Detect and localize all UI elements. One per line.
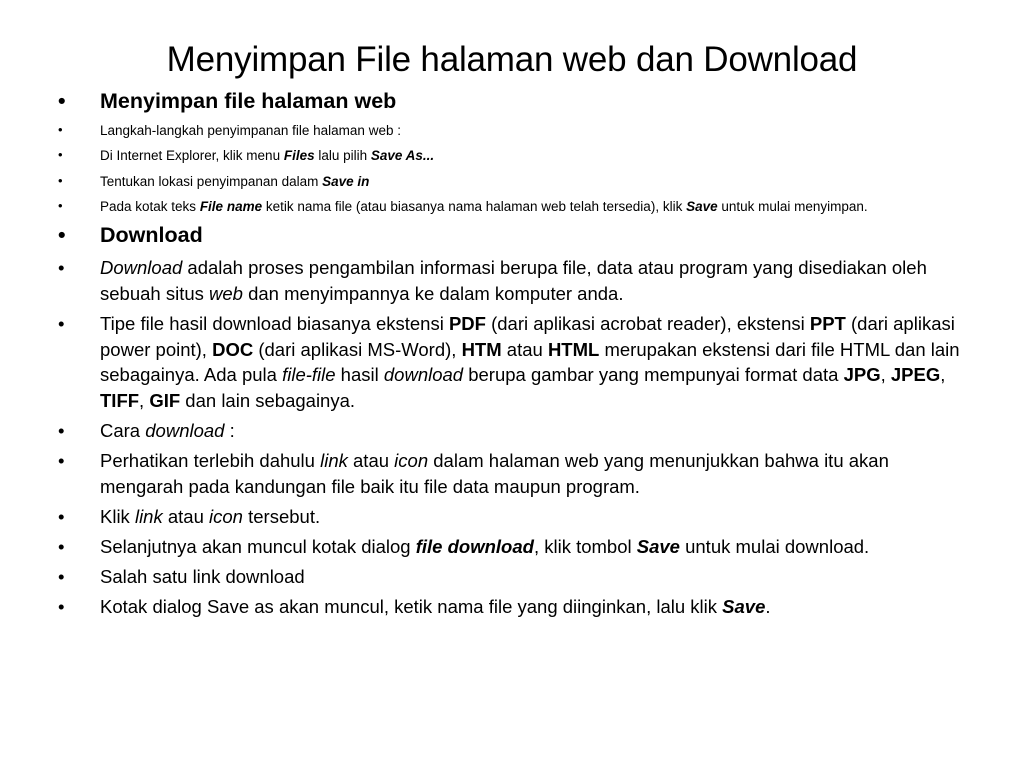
list-item: • Kotak dialog Save as akan muncul, ketik nama file yang diinginkan, lalu klik Save. — [58, 594, 968, 620]
list-item: • Klik link atau icon tersebut. — [58, 504, 968, 530]
list-item: • Tipe file hasil download biasanya ekstensi PDF (dari aplikasi acrobat reader), ekstensi PPT (dari aplikasi power point), DOC (dari aplikasi MS-Word), HTM atau HTML merupakan ekstensi dari file HTML dan lain sebagainya. Ada pula file-file hasil download berupa gambar yang mempunyai format data JPG, JPEG, TIFF, GIF dan lain sebagainya. — [58, 311, 968, 415]
slide-title: Menyimpan File halaman web dan Download — [166, 40, 858, 79]
list-item: • Cara download : — [58, 418, 968, 444]
section-heading-download: • Download — [58, 223, 968, 249]
list-item: • Tentukan lokasi penyimpanan dalam Save in — [58, 172, 968, 192]
list-item: • Salah satu link download — [58, 564, 968, 590]
list-item: • Perhatikan terlebih dahulu link atau icon dalam halaman web yang menunjukkan bahwa itu akan mengarah pada kandungan file baik itu file data maupun program. — [58, 448, 968, 500]
list-item: • Selanjutnya akan muncul kotak dialog file download, klik tombol Save untuk mulai download. — [58, 534, 968, 560]
list-item: • Download adalah proses pengambilan informasi berupa file, data atau program yang disediakan oleh sebuah situs web dan menyimpannya ke dalam komputer anda. — [58, 255, 968, 307]
list-item: • Langkah-langkah penyimpanan file halaman web : — [58, 121, 968, 141]
section-heading-save: • Menyimpan file halaman web — [58, 89, 968, 115]
list-item: • Di Internet Explorer, klik menu Files lalu pilih Save As... — [58, 146, 968, 166]
list-item: • Pada kotak teks File name ketik nama file (atau biasanya nama halaman web telah tersedia), klik Save untuk mulai menyimpan. — [58, 197, 968, 217]
bullet-list — [58, 89, 968, 623]
